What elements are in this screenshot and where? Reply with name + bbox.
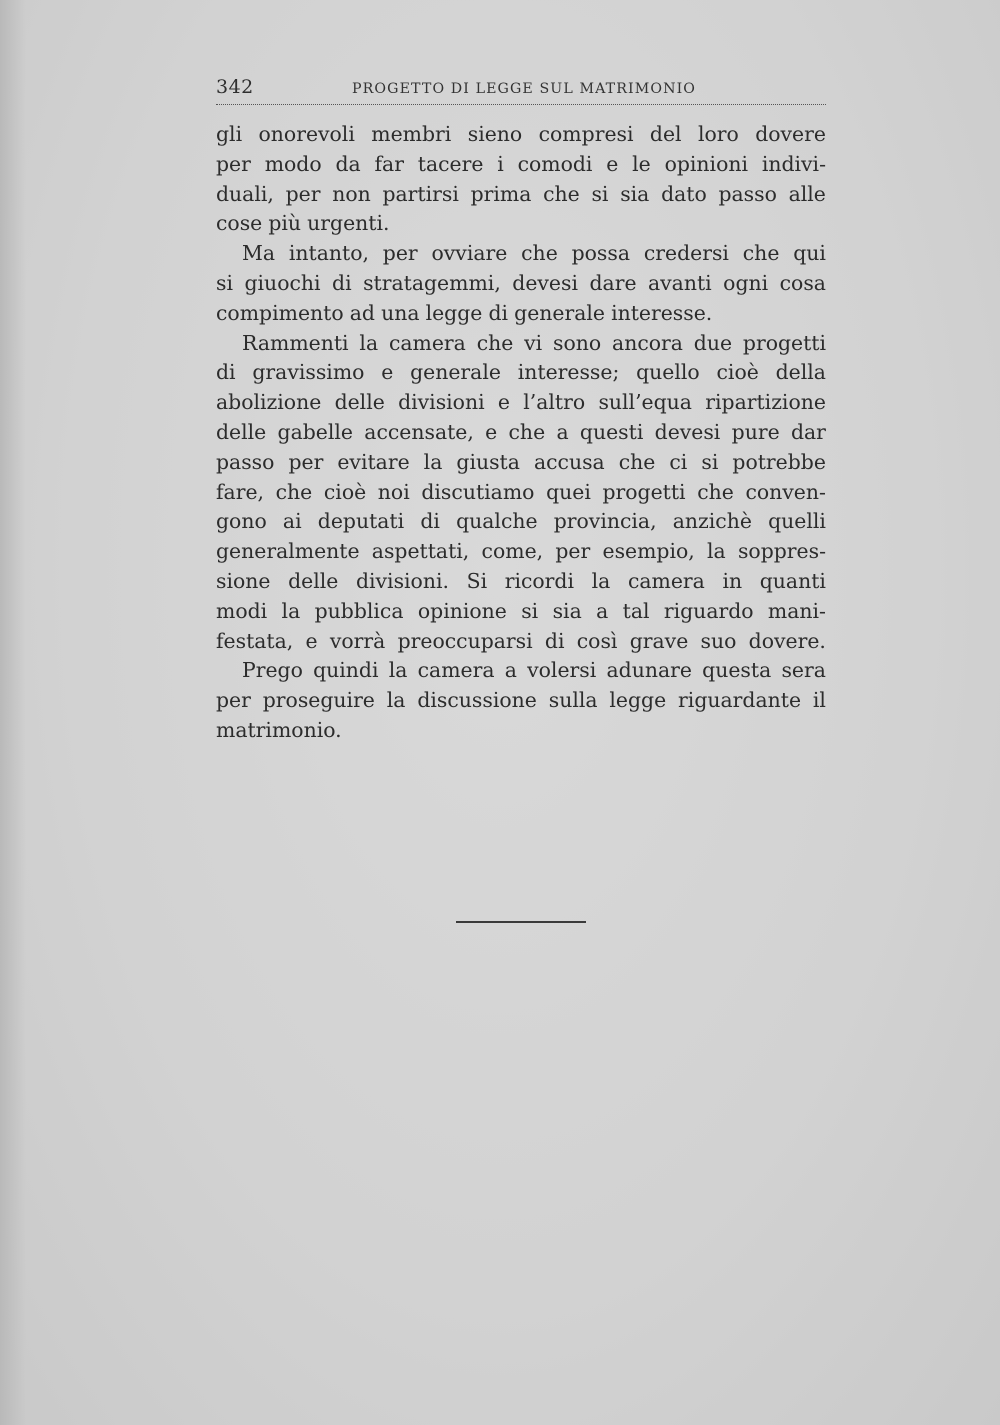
word: a <box>504 658 517 683</box>
word: evitare <box>337 449 410 474</box>
word: proseguire <box>262 688 375 713</box>
word: comodi <box>517 151 593 176</box>
text-line <box>216 478 826 508</box>
word: si <box>521 598 539 623</box>
word: riguardo <box>663 598 754 623</box>
word: stratagemmi, <box>363 270 501 295</box>
word: giusta <box>456 449 520 474</box>
word: che <box>508 419 546 444</box>
word: la <box>388 658 408 683</box>
word: riguardante <box>678 688 802 713</box>
word: passo <box>718 181 777 206</box>
word: vi <box>524 330 543 355</box>
body-text <box>216 120 826 746</box>
text-line <box>216 358 826 388</box>
word: opinione <box>417 598 507 623</box>
word: quindi <box>313 658 379 683</box>
text-line <box>216 537 826 567</box>
word: urgenti. <box>307 211 390 236</box>
word: per <box>216 151 251 176</box>
word: l’altro <box>523 390 586 415</box>
word: compresi <box>538 122 634 146</box>
text-line <box>216 209 826 239</box>
word: Si <box>466 568 488 593</box>
word: cosa <box>779 270 826 295</box>
word: si <box>591 181 609 206</box>
word: progetti <box>602 479 686 504</box>
word: generalmente <box>216 539 360 564</box>
text-line <box>216 239 826 269</box>
text-line <box>216 656 826 686</box>
word: di <box>216 360 236 385</box>
word: si <box>701 449 719 474</box>
word: far <box>374 151 404 176</box>
word: cose <box>216 211 263 236</box>
word: per <box>382 241 418 266</box>
page-number: 342 <box>216 76 254 98</box>
word: suo <box>700 628 737 653</box>
word: delle <box>216 419 267 444</box>
text-line <box>216 567 826 597</box>
word: interesse. <box>611 300 713 325</box>
word: accusa <box>533 449 605 474</box>
word: e <box>381 360 394 385</box>
word: dovere <box>755 122 826 146</box>
word: la <box>386 688 406 713</box>
word: cioè <box>716 360 759 385</box>
text-line <box>216 388 826 418</box>
word: intanto, <box>288 241 369 266</box>
word: generale <box>514 300 605 325</box>
word: di <box>420 509 440 534</box>
text-line <box>216 180 826 210</box>
word: ripartizione <box>705 390 826 415</box>
text-line <box>216 329 826 359</box>
word: per <box>288 449 324 474</box>
word: quello <box>636 360 700 385</box>
word: indivi- <box>761 151 826 176</box>
word: interesse; <box>517 360 620 385</box>
end-rule <box>456 921 586 923</box>
word: avanti <box>648 270 712 295</box>
word: soppres- <box>737 539 826 564</box>
word: da <box>335 151 361 176</box>
word: sulla <box>548 688 598 713</box>
text-line <box>216 150 826 180</box>
word: del <box>649 122 682 146</box>
word: a <box>596 598 609 623</box>
gutter-shadow <box>0 0 26 1425</box>
word: compimento <box>216 300 344 325</box>
word: preoccuparsi <box>397 628 533 653</box>
word: quanti <box>759 568 826 593</box>
word: questi <box>579 419 644 444</box>
word: di <box>544 628 565 653</box>
word: Ma <box>242 241 276 266</box>
word: progetti <box>742 330 826 355</box>
word: che <box>521 241 558 266</box>
word: noi <box>377 479 410 504</box>
word: gono <box>216 509 267 534</box>
word: due <box>693 330 733 355</box>
word: più <box>268 211 302 236</box>
word: per <box>216 688 251 713</box>
text-line <box>216 716 826 746</box>
word: che <box>618 449 656 474</box>
word: pubblica <box>314 598 404 623</box>
word: questa <box>702 658 772 683</box>
word: gabelle <box>277 419 353 444</box>
word: sia <box>620 181 650 206</box>
word: deputati <box>317 509 405 534</box>
word: che <box>543 181 580 206</box>
word: esempio, <box>602 539 695 564</box>
word: passo <box>216 449 275 474</box>
word: Prego <box>242 658 303 683</box>
header-rule <box>216 104 826 105</box>
word: qui <box>793 241 826 266</box>
word: ogni <box>723 270 769 295</box>
word: abolizione <box>216 390 322 415</box>
word: e <box>305 628 318 653</box>
word: opinioni <box>664 151 748 176</box>
word: provincia, <box>553 509 657 534</box>
word: che <box>697 479 734 504</box>
word: prima <box>470 181 532 206</box>
text-line <box>216 686 826 716</box>
word: ad <box>349 300 375 325</box>
text-line <box>216 269 826 299</box>
word: tal <box>622 598 650 623</box>
word: sera <box>781 658 826 683</box>
word: camera <box>627 568 705 593</box>
word: di <box>488 300 509 325</box>
word: una <box>381 300 420 325</box>
word: partirsi <box>382 181 459 206</box>
word: modo <box>264 151 322 176</box>
word: quelli <box>768 509 826 534</box>
word: ai <box>282 509 302 534</box>
word: dar <box>790 419 826 444</box>
word: divisioni <box>398 390 485 415</box>
word: matrimonio. <box>216 717 342 742</box>
text-line <box>216 120 826 150</box>
word: e <box>606 151 619 176</box>
word: legge <box>609 688 667 713</box>
word: discutiamo <box>421 479 535 504</box>
word: divisioni. <box>355 568 449 593</box>
word: i <box>497 151 504 176</box>
word: pure <box>731 419 780 444</box>
word: generale <box>410 360 501 385</box>
word: membri <box>371 122 452 146</box>
page-header <box>216 72 826 102</box>
word: sono <box>553 330 602 355</box>
word: devesi <box>654 419 721 444</box>
word: delle <box>334 390 385 415</box>
word: ovviare <box>431 241 508 266</box>
word: che <box>275 479 313 504</box>
word: a <box>556 419 569 444</box>
text-line <box>216 448 826 478</box>
word: ci <box>669 449 688 474</box>
word: si <box>216 270 233 295</box>
word: festata, <box>216 628 294 653</box>
word: dovere. <box>748 628 826 653</box>
word: le <box>632 151 651 176</box>
word: mani- <box>767 598 826 623</box>
word: il <box>812 688 826 713</box>
word: che <box>476 330 514 355</box>
word: vorrà <box>329 628 386 653</box>
word: come, <box>481 539 544 564</box>
word: camera <box>388 330 466 355</box>
word: accensate, <box>364 419 474 444</box>
text-line <box>216 299 826 329</box>
word: dare <box>589 270 637 295</box>
word: e <box>485 419 498 444</box>
word: della <box>775 360 826 385</box>
word: quei <box>546 479 591 504</box>
word: loro <box>697 122 739 146</box>
word: che <box>742 241 780 266</box>
word: potrebbe <box>732 449 826 474</box>
word: gravissimo <box>252 360 365 385</box>
word: di <box>332 270 352 295</box>
word: giuochi <box>244 270 321 295</box>
word: legge <box>425 300 483 325</box>
word: per <box>555 539 591 564</box>
word: camera <box>417 658 495 683</box>
word: gli <box>216 122 243 146</box>
word: sia <box>552 598 582 623</box>
word: la <box>281 598 301 623</box>
running-title: PROGETTO DI LEGGE SUL MATRIMONIO <box>352 81 697 97</box>
word: per <box>285 181 321 206</box>
text-line <box>216 597 826 627</box>
word: dato <box>661 181 707 206</box>
word: ancora <box>612 330 683 355</box>
word: cioè <box>323 479 367 504</box>
word: onorevoli <box>258 122 355 146</box>
word: volersi <box>527 658 597 683</box>
word: duali, <box>216 181 274 206</box>
word: delle <box>288 568 339 593</box>
word: conven- <box>745 479 826 504</box>
word: la <box>423 449 443 474</box>
word: grave <box>629 628 689 653</box>
word: sieno <box>467 122 523 146</box>
word: adunare <box>606 658 692 683</box>
word: e <box>497 390 510 415</box>
word: credersi <box>643 241 729 266</box>
word: la <box>591 568 611 593</box>
word: Rammenti <box>242 330 349 355</box>
word: alle <box>788 181 826 206</box>
word: sull’equa <box>598 390 692 415</box>
word: devesi <box>512 270 578 295</box>
word: possa <box>571 241 631 266</box>
word: in <box>722 568 743 593</box>
word: anzichè <box>672 509 752 534</box>
word: la <box>707 539 726 564</box>
word: tacere <box>417 151 484 176</box>
text-line <box>216 507 826 537</box>
word: fare, <box>216 479 264 504</box>
word: così <box>576 628 618 653</box>
word: modi <box>216 598 268 623</box>
text-line <box>216 627 826 657</box>
word: non <box>332 181 371 206</box>
text-line <box>216 418 826 448</box>
word: aspettati, <box>371 539 470 564</box>
word: qualche <box>456 509 538 534</box>
word: la <box>359 330 379 355</box>
word: discussione <box>417 688 537 713</box>
word: ricordi <box>504 568 575 593</box>
word: sione <box>216 568 271 593</box>
